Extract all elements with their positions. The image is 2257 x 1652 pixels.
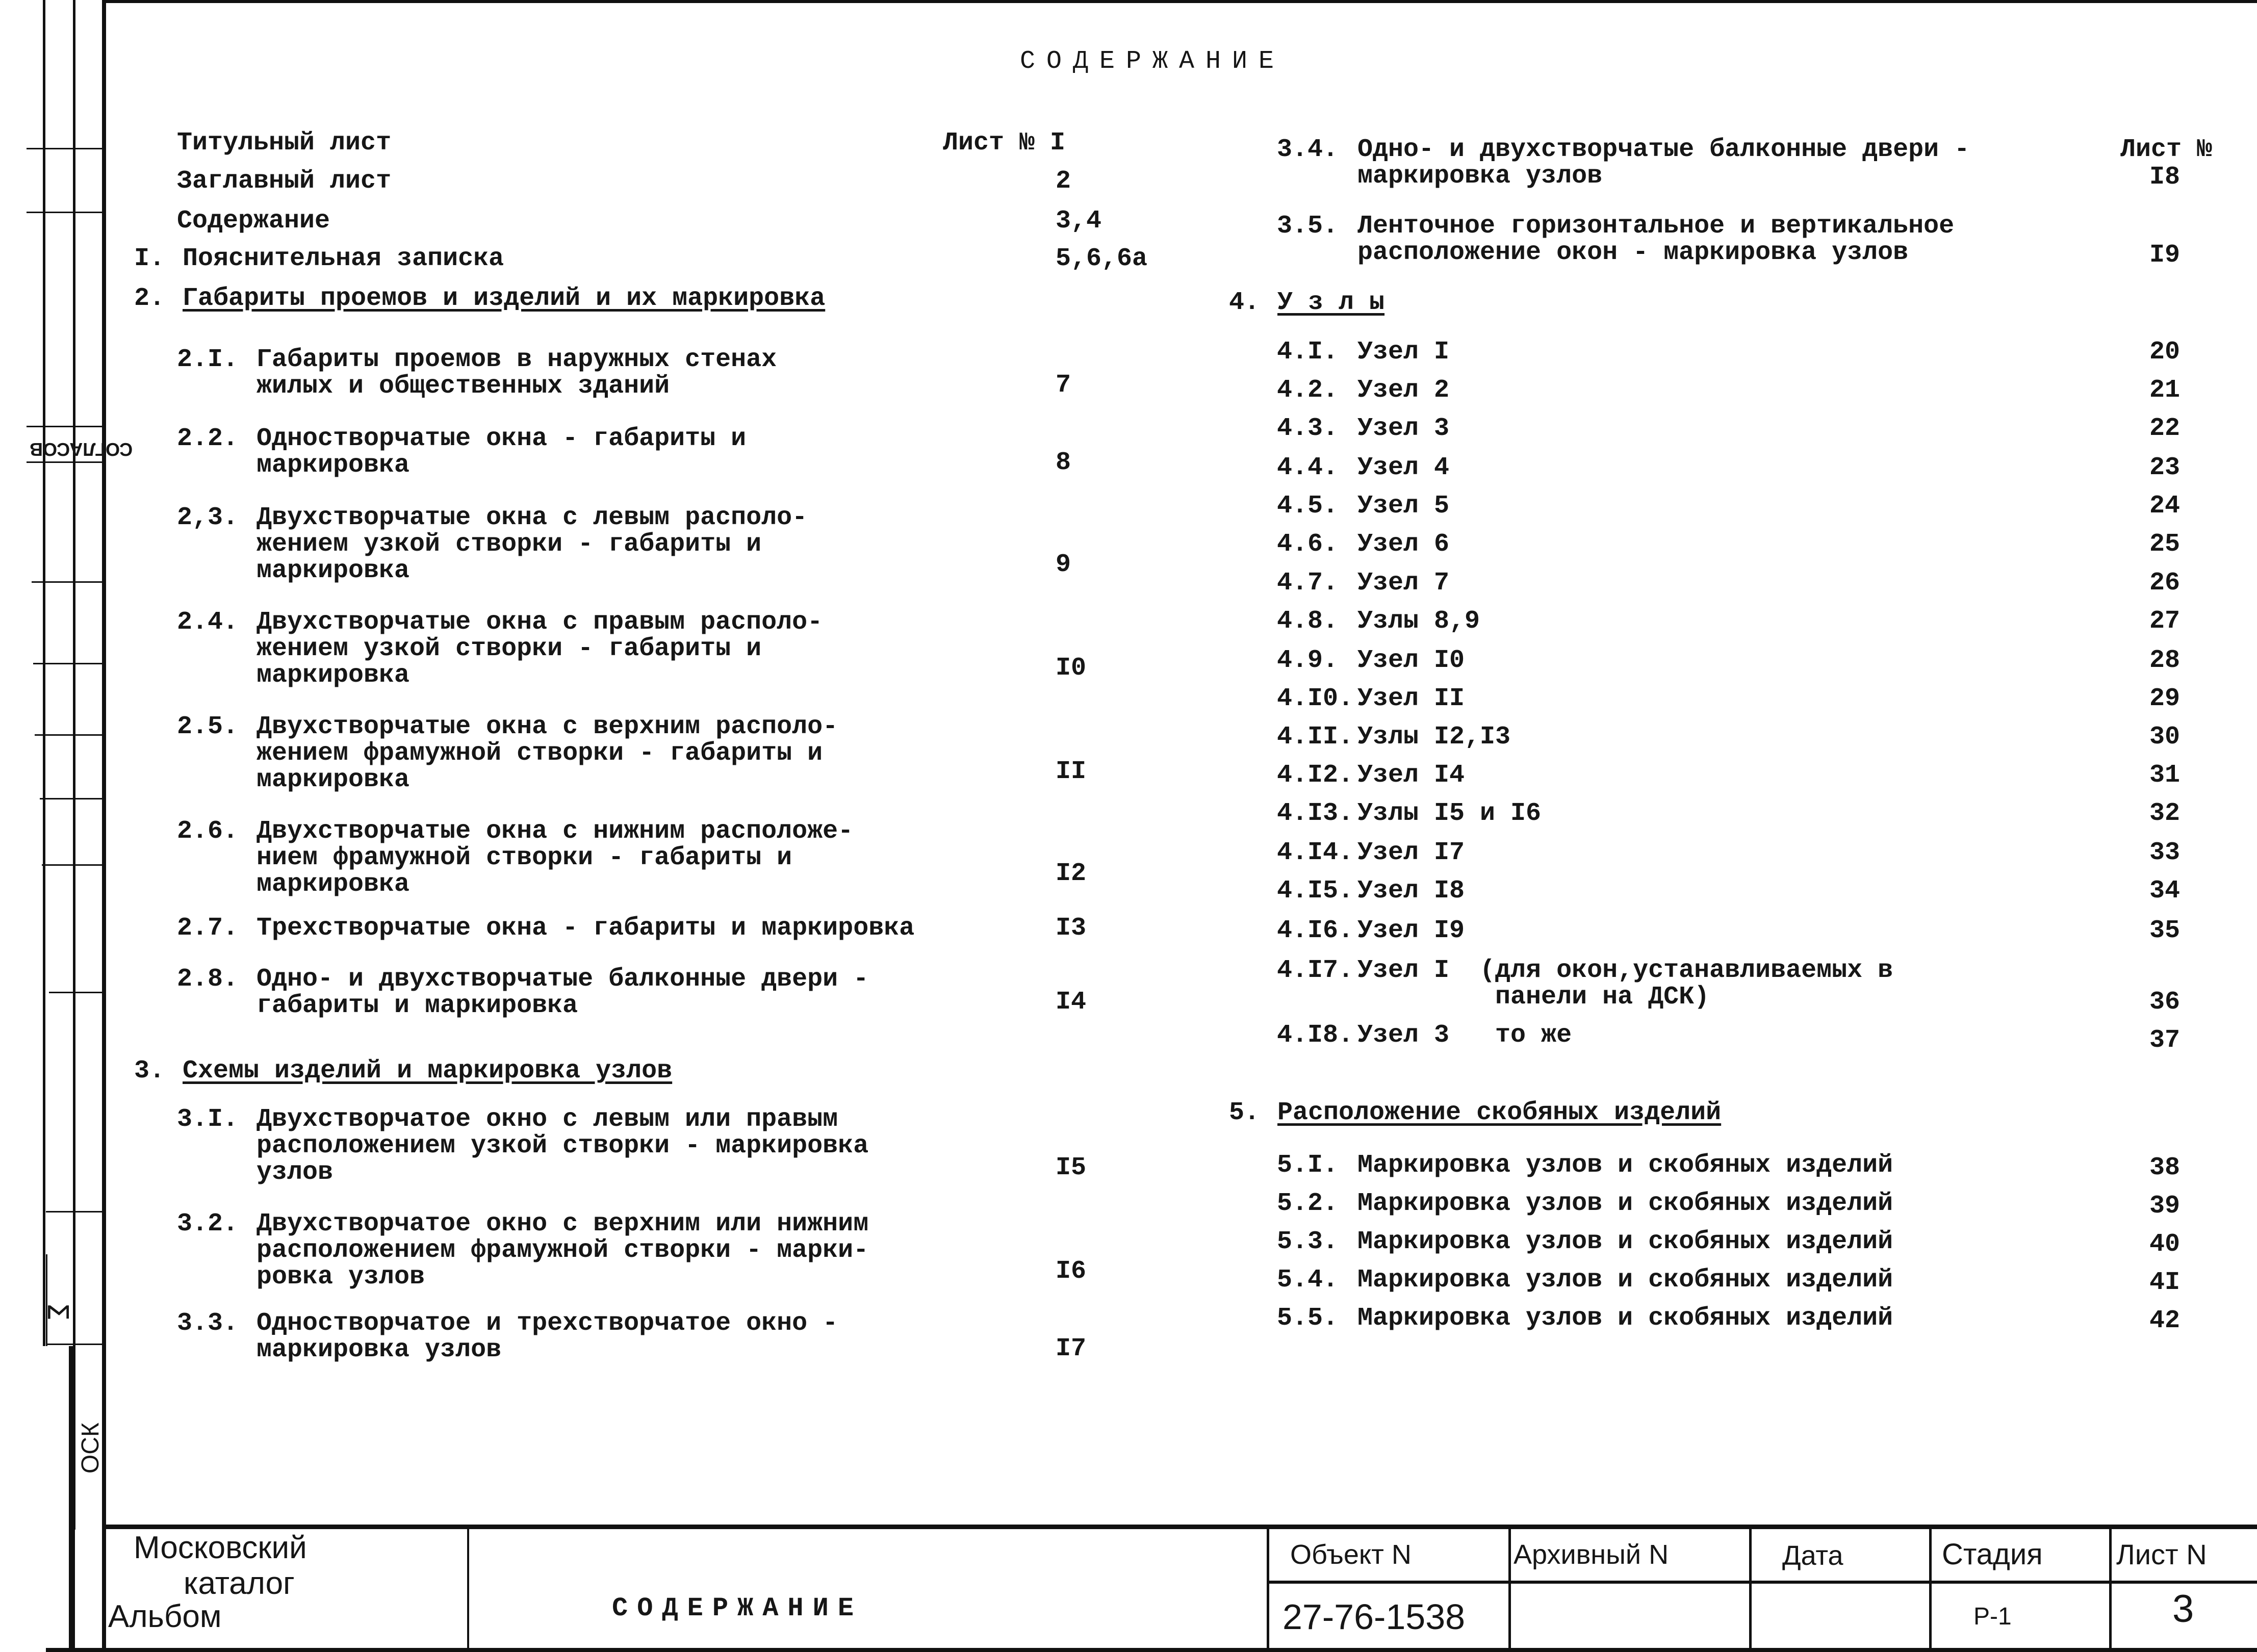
date-label: Дата: [1782, 1540, 1843, 1571]
page-number: 34: [2149, 876, 2181, 906]
page-number: 36: [2149, 988, 2181, 1017]
entry-title-line: маркировка узлов: [257, 1335, 502, 1364]
entry-title-line: Узел 4: [1357, 453, 1450, 482]
entry-title-line: Узел 7: [1357, 569, 1450, 598]
page-number: 31: [2149, 761, 2181, 790]
entry-title-line: Одностворчатые окна - габариты и: [257, 424, 747, 453]
page-title: СОДЕРЖАНИЕ: [1020, 47, 1286, 76]
page-number: I9: [2149, 241, 2181, 270]
entry-number: 3.2.: [177, 1209, 239, 1238]
page-number: I4: [1056, 988, 1087, 1017]
entry-number: 5.2.: [1277, 1189, 1339, 1218]
entry-number: 4.I.: [1277, 338, 1339, 367]
page-number: 5,6,6а: [1056, 244, 1148, 273]
entry-title-line: Титульный лист: [177, 128, 392, 158]
entry-number: 5.3.: [1277, 1227, 1339, 1256]
entry-number: 5.I.: [1277, 1151, 1339, 1180]
section-heading-text: У з л ы: [1277, 288, 1385, 317]
entry-title-line: Узел I4: [1357, 761, 1465, 790]
section-heading-text: Схемы изделий и маркировка узлов: [183, 1056, 673, 1086]
entry-number: 2.8.: [177, 965, 239, 994]
entry-number: 5.4.: [1277, 1266, 1339, 1295]
entry-number: 4.I5.: [1277, 876, 1354, 906]
page-number: 2: [1056, 167, 1071, 196]
entry-title-line: расположение окон - маркировка узлов: [1357, 238, 1909, 267]
entry-number: 4.I6.: [1277, 916, 1354, 945]
entry-title-line: Одностворчатое и трехстворчатое окно -: [257, 1309, 838, 1338]
page-number: I6: [1056, 1257, 1087, 1286]
entry-number: 2.2.: [177, 424, 239, 453]
entry-number: 4.9.: [1277, 646, 1339, 675]
page-number: I7: [1056, 1334, 1087, 1363]
entry-title-line: Содержание: [177, 206, 330, 236]
entry-number: 5.: [1229, 1098, 1260, 1127]
entry-title-line: Двухстворчатые окна с левым располо-: [257, 503, 808, 532]
entry-number: 4.7.: [1277, 569, 1339, 598]
entry-number: 4.I3.: [1277, 799, 1354, 828]
page-number: I8: [2149, 163, 2181, 192]
entry-number: 2.5.: [177, 712, 239, 741]
entry-title-line: Узел 6: [1357, 530, 1450, 559]
entry-title-line: Одно- и двухстворчатые балконные двери -: [257, 965, 869, 994]
page-number: 24: [2149, 492, 2181, 521]
page-number: 7: [1056, 371, 1071, 400]
entry-title-line: маркировка узлов: [1357, 162, 1603, 191]
page-number: 21: [2149, 376, 2181, 405]
entry-number: 4.4.: [1277, 453, 1339, 482]
entry-number: 4.3.: [1277, 414, 1339, 443]
stamp-sheet-title: СОДЕРЖАНИЕ: [612, 1593, 863, 1623]
entry-title-line: Маркировка узлов и скобяных изделий: [1357, 1189, 1893, 1218]
entry-title-line: Двухстворчатые окна с нижним расположе-: [257, 817, 854, 846]
frame-top-border: [102, 0, 2257, 3]
page-number: 22: [2149, 414, 2181, 443]
page-number: 38: [2149, 1153, 2181, 1182]
entry-number: 2.: [134, 284, 165, 313]
entry-number: 4.I2.: [1277, 761, 1354, 790]
page-number: 20: [2149, 338, 2181, 367]
entry-title-line: Узлы I2,I3: [1357, 722, 1511, 752]
entry-title-line: Узел I7: [1357, 838, 1465, 867]
entry-title-line: Пояснительная записка: [183, 244, 504, 273]
entry-title-line: Узлы 8,9: [1357, 607, 1480, 636]
page-number: 9: [1056, 550, 1071, 579]
entry-title-line: жилых и общественных зданий: [257, 372, 670, 401]
entry-number: 4.8.: [1277, 607, 1339, 636]
org-name-line1: Московский: [134, 1530, 307, 1565]
org-name-line2: каталог: [184, 1566, 295, 1601]
entry-title-line: маркировка: [257, 661, 410, 690]
entry-number: 3.4.: [1277, 135, 1339, 164]
entry-title-line: жением узкой створки - габариты и: [257, 530, 762, 559]
page-number: 40: [2149, 1230, 2181, 1259]
section-heading-text: Расположение скобяных изделий: [1277, 1098, 1722, 1127]
entry-title-line: Узел I: [1357, 338, 1450, 367]
entry-title-line: Двухстворчатое окно с верхним или нижним: [257, 1209, 869, 1238]
entry-number: 2.7.: [177, 914, 239, 943]
entry-number: 2.I.: [177, 345, 239, 374]
stage-label: Стадия: [1942, 1538, 2043, 1571]
entry-title-line: маркировка: [257, 765, 410, 794]
entry-title-line: Узел II: [1357, 684, 1465, 713]
entry-title-line: Одно- и двухстворчатые балконные двери -: [1357, 135, 1970, 164]
entry-title-line: Узел 5: [1357, 492, 1450, 521]
page-number: 42: [2149, 1306, 2181, 1335]
entry-number: 4.I8.: [1277, 1021, 1354, 1050]
page-number: 8: [1056, 448, 1071, 477]
stage-value: Р-1: [1973, 1603, 2012, 1630]
entry-title-line: Двухстворчатые окна с верхним располо-: [257, 712, 838, 741]
entry-title-line: Маркировка узлов и скобяных изделий: [1357, 1227, 1893, 1256]
page-number: 23: [2149, 453, 2181, 482]
page-number: 27: [2149, 607, 2181, 636]
entry-number: 4.II.: [1277, 722, 1354, 752]
page-number: 26: [2149, 569, 2181, 598]
entry-title-line: Габариты проемов в наружных стенах: [257, 345, 777, 374]
entry-number: I.: [134, 244, 165, 273]
entry-number: 4.I0.: [1277, 684, 1354, 713]
entry-title-line: Трехстворчатые окна - габариты и маркировка: [257, 914, 915, 943]
entry-title-line: узлов: [257, 1158, 334, 1187]
section-heading-text: Габариты проемов и изделий и их маркировка: [183, 284, 826, 313]
entry-title-line: жением фрамужной створки - габариты и: [257, 739, 823, 768]
frame-left-border: [102, 0, 106, 1652]
entry-number: 4.2.: [1277, 376, 1339, 405]
entry-title-line: Маркировка узлов и скобяных изделий: [1357, 1304, 1893, 1333]
entry-number: 4.: [1229, 288, 1260, 317]
entry-number: 3.I.: [177, 1105, 239, 1134]
page-number: 35: [2149, 916, 2181, 945]
page-number: 32: [2149, 799, 2181, 828]
object-label: Объект N: [1290, 1539, 1412, 1570]
page-number: 37: [2149, 1026, 2181, 1055]
page-number: 3,4: [1056, 206, 1102, 236]
entry-title-line: Узел I9: [1357, 916, 1465, 945]
page-number: 30: [2149, 722, 2181, 752]
entry-title-line: Узел 3 то же: [1357, 1021, 1572, 1050]
entry-title-line: Двухстворчатые окна с правым располо-: [257, 608, 823, 637]
entry-number: 3.3.: [177, 1309, 239, 1338]
entry-number: 4.5.: [1277, 492, 1339, 521]
entry-number: 5.5.: [1277, 1304, 1339, 1333]
sheet-number: 3: [2172, 1587, 2194, 1631]
entry-number: 2,3.: [177, 503, 239, 532]
entry-title-line: маркировка: [257, 556, 410, 585]
entry-number: 4.I4.: [1277, 838, 1354, 867]
entry-title-line: ровка узлов: [257, 1262, 425, 1292]
org-name-line3: Альбом: [108, 1599, 222, 1634]
page-number: I0: [1056, 654, 1087, 683]
entry-title-line: панели на ДСК): [1357, 983, 1710, 1012]
page-number: 4I: [2149, 1268, 2181, 1297]
entry-title-line: Узлы I5 и I6: [1357, 799, 1542, 828]
sheet-label: Лист N: [2116, 1538, 2207, 1570]
page-number: 28: [2149, 646, 2181, 675]
entry-title-line: Маркировка узлов и скобяных изделий: [1357, 1266, 1893, 1295]
entry-number: 2.4.: [177, 608, 239, 637]
page-number: 29: [2149, 684, 2181, 713]
page-number: I3: [1056, 914, 1087, 943]
entry-number: 2.6.: [177, 817, 239, 846]
margin-approval-label: СОГЛАСОВ: [30, 439, 133, 460]
object-value: 27-76-1538: [1283, 1597, 1466, 1637]
entry-number: 4.6.: [1277, 530, 1339, 559]
entry-title-line: Ленточное горизонтальное и вертикальное: [1357, 212, 1955, 241]
sigma-label: Σ: [41, 1302, 74, 1321]
entry-number: 3.5.: [1277, 212, 1339, 241]
entry-title-line: Узел I (для окон,устанавливаемых в: [1357, 956, 1893, 985]
page-number: 33: [2149, 838, 2181, 867]
entry-title-line: Заглавный лист: [177, 167, 392, 196]
page-number: I2: [1056, 859, 1087, 888]
entry-number: 4.I7.: [1277, 956, 1354, 985]
entry-title-line: Маркировка узлов и скобяных изделий: [1357, 1151, 1893, 1180]
entry-title-line: габариты и маркировка: [257, 991, 578, 1020]
page-number: Лист № I: [943, 128, 1066, 158]
entry-number: 3.: [134, 1056, 165, 1086]
margin-ock-label: ОСК: [77, 1423, 104, 1474]
entry-title-line: маркировка: [257, 870, 410, 899]
entry-title-line: жением узкой створки - габариты и: [257, 634, 762, 663]
archive-label: Архивный N: [1514, 1539, 1669, 1570]
entry-title-line: маркировка: [257, 451, 410, 480]
entry-title-line: расположением узкой створки - маркировка: [257, 1131, 869, 1160]
entry-title-line: расположением фрамужной створки - марки-: [257, 1236, 869, 1265]
entry-title-line: Узел I8: [1357, 876, 1465, 906]
page-number: II: [1056, 757, 1087, 786]
entry-title-line: Узел 3: [1357, 414, 1450, 443]
page-number: 25: [2149, 530, 2181, 559]
page-number: I5: [1056, 1153, 1087, 1182]
entry-title-line: нием фрамужной створки - габариты и: [257, 843, 792, 872]
entry-title-line: Двухстворчатое окно с левым или правым: [257, 1105, 838, 1134]
entry-title-line: Узел 2: [1357, 376, 1450, 405]
page-column-header-right: Лист №: [2120, 135, 2213, 164]
entry-title-line: Узел I0: [1357, 646, 1465, 675]
page-number: 39: [2149, 1192, 2181, 1221]
